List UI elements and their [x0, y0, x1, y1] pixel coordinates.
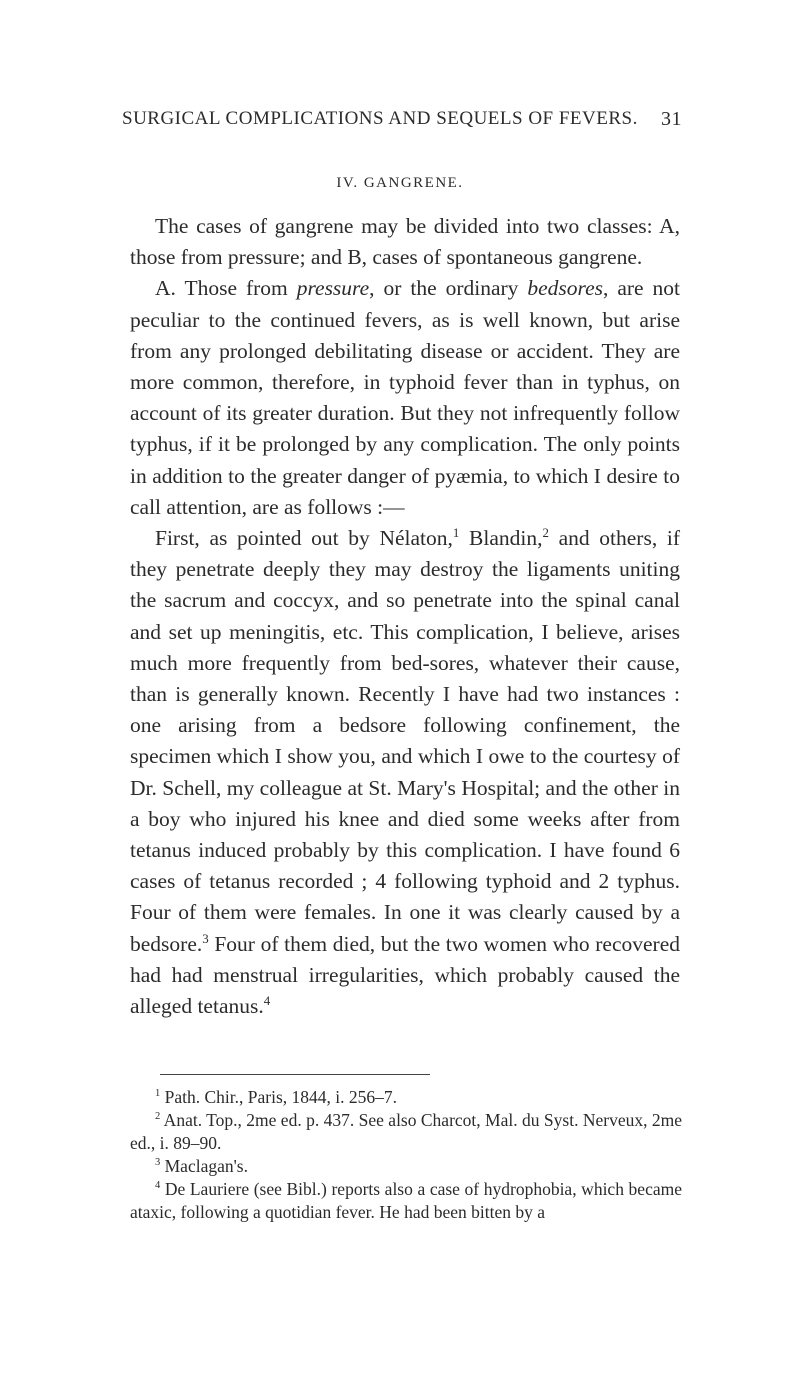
paragraph-intro: [130, 211, 680, 273]
footnote-mark: 2: [155, 1111, 161, 1123]
footnote-ref[interactable]: 2: [542, 525, 549, 540]
footnote-mark: 3: [155, 1157, 161, 1169]
paragraph-first: [130, 523, 680, 1022]
footnote-ref[interactable]: 3: [202, 931, 209, 946]
section-title: IV. GANGRENE.: [336, 175, 464, 191]
footnote-ref[interactable]: 1: [452, 525, 460, 540]
footnote-divider: [160, 1074, 430, 1075]
body-text: [130, 211, 680, 1022]
paragraph-text: First, as pointed out by Nélaton,: [155, 526, 453, 551]
footnote: [130, 1086, 682, 1109]
footnote: [130, 1178, 682, 1224]
footnotes: [130, 1086, 682, 1224]
emphasis-pressure: pressure: [296, 276, 370, 301]
paragraph-text: Four of them died, but the two women who recovered had had menstrual irregularities, which probably caused the alleged tetanus.: [130, 931, 680, 1019]
paragraph-text: and others, if they penetrate deeply they may destroy the ligaments uniting the sacrum and coccyx, and so penetrate into the spinal canal and set up meningitis, etc. This complication, I believe, arises much more frequently from bed-sores, whatever their cause, than is generally known. Recently I have had two instances : one arising from a bedsore following confinement, the specimen which I show you, and which I owe to the courtesy of Dr. Schell, my colleague at St. Mary's Hospital; and the other in a boy who injured his knee and died some weeks after from tetanus induced probably by this complication. I have found 6 cases of tetanus recorded ; 4 following typhoid and 2 typhus. Four of them were females. In one it was clearly caused by a bedsore.: [130, 526, 680, 956]
footnote-mark: 4: [155, 1180, 161, 1192]
footnote-text: De Lauriere (see Bibl.) reports also a case of hydrophobia, which became ataxic, following a quotidian fever. He had been bitten by a: [130, 1179, 682, 1222]
running-title: SURGICAL COMPLICATIONS AND SEQUELS OF FEVERS.: [122, 108, 638, 129]
emphasis-bedsores: bedsores: [527, 276, 603, 301]
paragraph-text: Blandin,: [459, 526, 543, 551]
page-number: 31: [661, 108, 682, 130]
footnote-mark: 1: [155, 1088, 161, 1100]
footnote: [130, 1155, 682, 1178]
paragraph-text: , are not peculiar to the continued fevers, as is well known, but arise from any prolonged debilitating disease or accident. They are more common, therefore, in typhoid fever than in typhus, on account of its greater duration. But they not infrequently follow typhus, if it be prolonged by any complication. The only points in addition to the greater danger of pyæmia, to which I desire to call attention, are as follows :—: [130, 276, 680, 519]
footnote: [130, 1109, 682, 1155]
paragraph-text: The cases of gangrene may be divided into two classes: A, those from pressure; and B, cases of spontaneous gangrene.: [130, 214, 680, 270]
footnote-ref[interactable]: 4: [263, 993, 271, 1008]
footnote-text: Maclagan's.: [160, 1156, 248, 1176]
paragraph-text: A. Those from: [155, 276, 297, 301]
footnote-text: Anat. Top., 2me ed. p. 437. See also Charcot, Mal. du Syst. Nerveux, 2me ed., i. 89–90.: [130, 1110, 682, 1153]
paragraph-pressure: [130, 273, 680, 523]
footnote-text: Path. Chir., Paris, 1844, i. 256–7.: [160, 1087, 397, 1107]
paragraph-text: , or the ordinary: [369, 276, 528, 301]
